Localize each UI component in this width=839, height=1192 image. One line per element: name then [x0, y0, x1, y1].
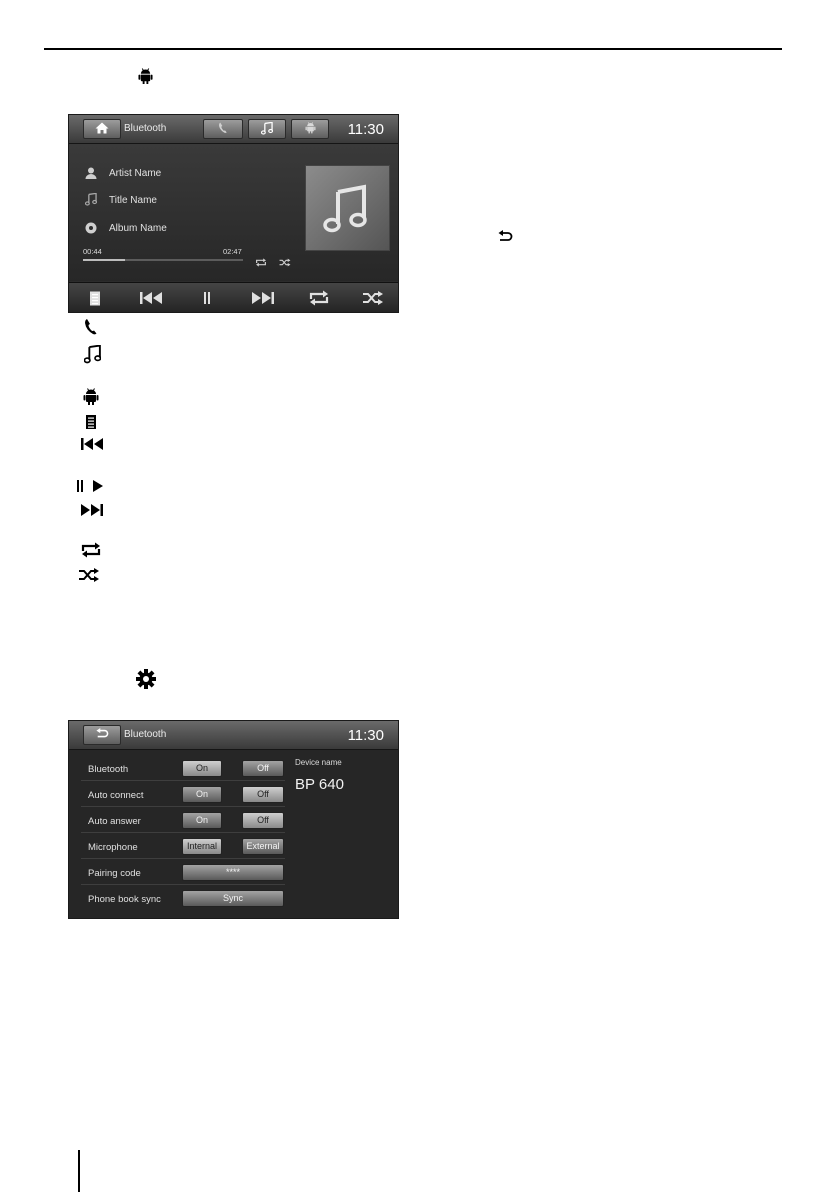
next-track-button[interactable]	[247, 287, 279, 309]
home-button[interactable]	[83, 119, 121, 139]
phone-tab-button[interactable]	[203, 119, 243, 139]
title-name: Title Name	[109, 195, 157, 206]
phone-icon	[84, 318, 98, 336]
music-note-icon	[306, 166, 389, 250]
music-note-icon	[84, 345, 101, 364]
repeat-icon	[80, 542, 102, 558]
settings-row-phone-book-sync	[81, 886, 285, 910]
artist-icon	[85, 166, 97, 178]
shuffle-icon	[78, 567, 100, 583]
row-label: Phone book sync	[88, 894, 161, 905]
pairing-code-button[interactable]: ****	[182, 864, 284, 881]
back-button[interactable]	[83, 725, 121, 745]
android-tab-button[interactable]	[291, 119, 329, 139]
back-arrow-icon	[497, 230, 513, 244]
title-note-icon	[85, 193, 97, 205]
bluetooth-off-button[interactable]: Off	[242, 760, 284, 777]
pause-button[interactable]	[191, 287, 223, 309]
phonebook-button[interactable]	[79, 287, 111, 309]
bluetooth-on-button[interactable]: On	[182, 760, 222, 777]
bluetooth-settings-screen	[68, 720, 399, 919]
elapsed-time: 00:44	[83, 247, 102, 256]
album-art	[305, 165, 390, 251]
music-tab-button[interactable]	[248, 119, 286, 139]
total-time: 02:47	[223, 247, 242, 256]
previous-track-icon	[80, 437, 104, 451]
row-label: Auto connect	[88, 790, 144, 801]
android-icon	[138, 68, 153, 85]
repeat-small-icon	[255, 254, 267, 272]
settings-row-bluetooth	[81, 756, 285, 781]
microphone-internal-button[interactable]: Internal	[182, 838, 222, 855]
device-name-label: Device name	[295, 758, 342, 767]
shuffle-button[interactable]	[357, 287, 389, 309]
auto-answer-on-button[interactable]: On	[182, 812, 222, 829]
screen-title: Bluetooth	[124, 729, 167, 740]
settings-row-auto-connect	[81, 782, 285, 807]
phonebook-icon	[85, 414, 97, 430]
settings-panel	[69, 750, 398, 918]
album-disc-icon	[85, 221, 97, 233]
screen-header	[69, 721, 398, 750]
clock: 11:30	[347, 121, 384, 138]
progress-fill	[83, 259, 125, 261]
screen-title: Bluetooth	[124, 123, 167, 134]
shuffle-small-icon	[279, 254, 291, 272]
row-label: Microphone	[88, 842, 138, 853]
row-label: Pairing code	[88, 868, 141, 879]
row-label: Auto answer	[88, 816, 141, 827]
bluetooth-music-screen	[68, 114, 399, 313]
progress-bar[interactable]	[83, 259, 243, 261]
row-label: Bluetooth	[88, 764, 129, 775]
top-rule	[44, 48, 782, 50]
settings-row-auto-answer	[81, 808, 285, 833]
auto-connect-on-button[interactable]: On	[182, 786, 222, 803]
auto-answer-off-button[interactable]: Off	[242, 812, 284, 829]
playback-controls	[69, 282, 398, 313]
previous-track-button[interactable]	[135, 287, 167, 309]
album-name: Album Name	[109, 223, 167, 234]
artist-name: Artist Name	[109, 168, 162, 179]
settings-row-pairing-code	[81, 860, 285, 885]
pause-icon	[76, 479, 84, 493]
margin-bar	[78, 1150, 80, 1192]
repeat-button[interactable]	[303, 287, 335, 309]
next-track-icon	[80, 503, 104, 517]
gear-icon	[136, 669, 156, 689]
auto-connect-off-button[interactable]: Off	[242, 786, 284, 803]
android-icon	[83, 388, 99, 406]
phone-book-sync-button[interactable]: Sync	[182, 890, 284, 907]
settings-row-microphone	[81, 834, 285, 859]
microphone-external-button[interactable]: External	[242, 838, 284, 855]
clock: 11:30	[347, 727, 384, 744]
play-icon	[92, 479, 104, 493]
device-name: BP 640	[295, 776, 344, 793]
screen-header	[69, 115, 398, 144]
